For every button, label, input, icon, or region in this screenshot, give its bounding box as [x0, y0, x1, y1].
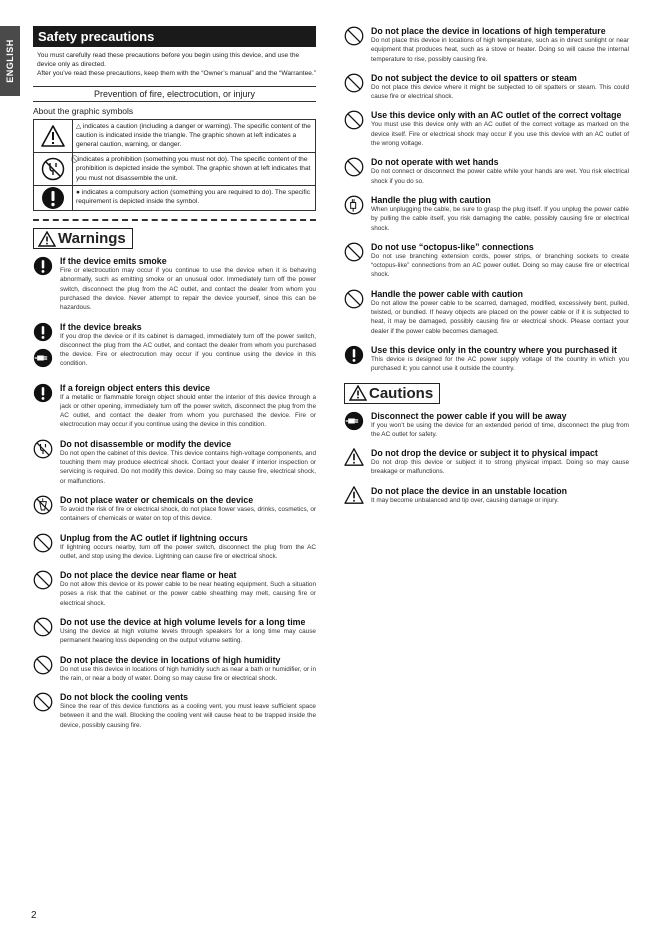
prohibition-icon [33, 570, 53, 590]
item-text: If a metallic or flammable foreign object should enter the interior of this device through a jack or other opening, immediately turn off the power switch, disconnect the plug from the AC outlet, and contact the dealer from whom you purchased the device. Fire or electrocution may occur if you continue using the device in this condition. [60, 393, 316, 429]
warning-item [344, 157, 629, 186]
caution-triangle-icon [349, 385, 367, 401]
item-text: Do not connect or disconnect the power cable while your hands are wet. You risk electrical shock if you do so. [371, 168, 629, 185]
warning-item [344, 26, 629, 64]
language-tab-label: ENGLISH [5, 39, 16, 83]
page-title: Safety precautions [33, 26, 316, 47]
symbol-row [34, 185, 315, 210]
prohibition-icon [344, 289, 364, 309]
item-title: Do not place the device in locations of high temperature [371, 26, 606, 36]
warning-item [33, 692, 316, 730]
item-text: Do not use branching extension cords, power strips, or branching sockets to create “octopus-like” connections from an AC power outlet. Doing so may cause fire or electrical shock. [371, 252, 629, 279]
language-tab [0, 26, 20, 96]
intro-paragraph: You must carefully read these precautions before you begin using this device, and use the device only as directed. [37, 52, 300, 69]
item-title: Do not use “octopus-like” connections [371, 241, 534, 252]
no-liquids-icon [33, 495, 53, 515]
unplug-icon [344, 411, 364, 431]
item-text: This device is designed for the AC power supply voltage of the country in which you purchased it; you cannot use it outside the country. [371, 355, 629, 373]
warning-item [33, 439, 316, 486]
prohibition-icon [344, 26, 364, 46]
unplug-icon [33, 348, 53, 368]
intro-paragraph: After you've read these precautions, keep them with the “Owner’s manual” and the “Warrantee.” [37, 70, 316, 78]
right-column [344, 26, 629, 519]
prevention-heading: Prevention of fire, electrocution, or injury [33, 86, 316, 102]
warning-item [344, 73, 629, 102]
prohibition-icon [344, 242, 364, 262]
item-text: When unplugging the cable, be sure to grasp the plug itself. If you unplug the power cable by pulling the cable itself, you risk damaging the cable, possibly causing fire or electrical shock. [371, 205, 629, 232]
item-text: To avoid the risk of fire or electrical shock, do not place flower vases, drinks, cosmetics, or containers of chemicals or water on top of this device. [60, 505, 316, 523]
compulsory-icon [344, 345, 364, 365]
no-disassemble-icon [33, 439, 53, 459]
item-title: If the device emits smoke [60, 256, 167, 267]
compulsory-icon [33, 256, 53, 276]
item-text: Using the device at high volume levels through speakers for a long time may cause permanent hearing loss depending on the output volume setting. [60, 627, 316, 645]
prohibition-disassemble-icon [34, 153, 73, 185]
item-text: It may become unbalanced and tip over, causing damage or injury. [371, 496, 559, 504]
warning-item [344, 289, 629, 336]
item-title: Handle the power cable with caution [371, 288, 524, 299]
warning-item [344, 242, 629, 280]
symbol-text: ⃠ indicates a prohibition (something you must not do). The specific content of the prohibition is depicted inside the symbol. The graphic shown at left indicates that you must not disassemble the unit. [76, 155, 311, 182]
caution-triangle-icon [344, 448, 364, 466]
item-text: Do not place this device where it might be subjected to oil spatters or steam. This could cause fire or electrical shock. [371, 83, 629, 101]
item-title: Handle the plug with caution [371, 194, 491, 205]
item-title: Do not drop the device or subject it to physical impact [371, 448, 598, 459]
item-text: Do not use this device in locations of high humidity such as near a bath or humidifier, or in the rain, or near a body of water. Doing so may cause fire or electrical shock. [60, 665, 316, 682]
compulsory-icon [33, 383, 53, 403]
item-title: Do not place water or chemicals on the device [60, 494, 254, 505]
item-title: Unplug from the AC outlet if lightning occurs [60, 532, 248, 543]
warning-item [33, 383, 316, 430]
prohibition-icon [33, 533, 53, 553]
item-title: Disconnect the power cable if you will be away [371, 410, 567, 421]
item-title: Use this device only in the country where you purchased it [371, 344, 617, 355]
warnings-heading [33, 228, 133, 249]
warning-triangle-icon [38, 231, 56, 247]
cautions-label: Cautions [369, 384, 434, 402]
symbol-row [34, 120, 315, 152]
symbol-table [33, 119, 316, 211]
item-title: If a foreign object enters this device [60, 382, 211, 393]
cautions-heading [344, 383, 440, 404]
prohibition-icon [33, 655, 53, 675]
item-text: If lightning occurs nearby, turn off the power switch, disconnect the plug from the AC outlet, and stop using the device. Lightning can cause fire or electrical shock. [60, 543, 316, 560]
warning-item [33, 256, 316, 312]
warning-item [33, 617, 316, 646]
item-title: Do not place the device in an unstable location [371, 485, 568, 496]
left-column [33, 26, 316, 739]
item-text: Since the rear of this device functions as a cooling vent, you must leave sufficient space between it and the wall. Blocking the cooling vent will cause heat to be trapped inside the device, possibly causing fire. [60, 703, 316, 729]
item-title: If the device breaks [60, 321, 142, 332]
caution-triangle-icon [344, 486, 364, 504]
compulsory-action-icon [34, 186, 73, 210]
prohibition-icon [344, 157, 364, 177]
item-text: Do not allow the power cable to be scarred, damaged, modified, excessively bent, pulled, twisted, or bundled. If heavy objects are placed on the power cable or if it is subjected to heat, it may be damaged, possibly causing fire or electrical shock. Please contact your dealer if the power cable becomes damaged. [371, 299, 629, 335]
warning-item [344, 110, 629, 148]
item-title: Do not use the device at high volume levels for a long time [60, 616, 306, 627]
item-title: Do not operate with wet hands [371, 157, 499, 168]
plug-caution-icon [344, 195, 364, 215]
warning-item [33, 533, 316, 562]
caution-item [344, 486, 629, 510]
caution-item [344, 411, 629, 440]
item-title: Do not subject the device to oil spatters or steam [371, 72, 577, 83]
compulsory-icon [33, 322, 53, 342]
symbol-text: ● indicates a compulsory action (something you are required to do). The specific requirement is depicted inside the symbol. [76, 189, 311, 206]
item-text: Do not place this device in locations of high temperature, such as in direct sunlight or near equipment that produces heat, such as a stove or heater. Doing so will cause the internal temperature to rise, possibly causing fire. [371, 37, 629, 63]
caution-item [344, 448, 629, 477]
item-title: Do not place the device in locations of high humidity [60, 654, 281, 665]
item-text: If you won’t be using the device for an extended period of time, disconnect the plug from the AC outlet for safety. [371, 421, 629, 438]
warnings-label: Warnings [58, 230, 126, 248]
item-text: Do not drop this device or subject it to strong physical impact. Doing so may cause breakage or malfunctions. [371, 459, 629, 476]
prohibition-icon [33, 617, 53, 637]
item-title: Use this device only with an AC outlet of the correct voltage [371, 110, 622, 121]
warning-item [33, 322, 316, 374]
intro [33, 51, 316, 79]
about-heading: About the graphic symbols [33, 105, 134, 116]
item-text: If you drop the device or if its cabinet is damaged, immediately turn off the power switch, disconnect the plug from the AC outlet, and contact the dealer from whom you purchased the device. Fire or electrocution may occur if you continue using the device in this condition. [60, 332, 316, 368]
warning-item [344, 195, 629, 233]
warning-item [33, 495, 316, 524]
symbol-row [34, 152, 315, 185]
item-title: Do not place the device near flame or heat [60, 570, 237, 581]
item-text: Fire or electrocution may occur if you continue to use the device when it is behaving abnormally, such as emitting smoke or an unusual odor. Immediately turn off the power switch, disconnect the plug from the AC outlet, and contact the dealer from whom you purchased the device. Never attempt to repair the device yourself, since this can be hazardous. [60, 267, 316, 312]
divider [33, 219, 316, 221]
item-text: Do not allow this device or its power cable to be near heating equipment. Such a situation poses a risk that the cabinet or the power cable sheathing may melt, causing fire or electrical shock. [60, 581, 316, 607]
item-title: Do not block the cooling vents [60, 692, 189, 703]
caution-triangle-icon [34, 120, 73, 152]
warning-item [344, 345, 629, 374]
prohibition-icon [33, 692, 53, 712]
item-text: You must use this device only with an AC outlet of the correct voltage as marked on the device itself. Fire or electrical shock may occur if you use this device with an AC outlet of the wrong voltage. [371, 121, 629, 148]
item-text: Do not open the cabinet of this device. This device contains high-voltage components, and touching them may produce electrical shock. Contact your dealer if interior inspection or servicing is required. Do not modify this device. Doing so may cause fire, electrical shock, or malfunctions. [60, 449, 316, 485]
item-title: Do not disassemble or modify the device [60, 438, 232, 449]
warning-item [33, 655, 316, 684]
warning-item [33, 570, 316, 608]
symbol-text: △ indicates a caution (including a danger or warning). The specific content of the caution is indicated inside the triangle. The graphic shown at left indicates a general caution, warning, or danger. [76, 122, 311, 149]
prohibition-icon [344, 110, 364, 130]
prohibition-icon [344, 73, 364, 93]
page-number: 2 [31, 910, 37, 921]
